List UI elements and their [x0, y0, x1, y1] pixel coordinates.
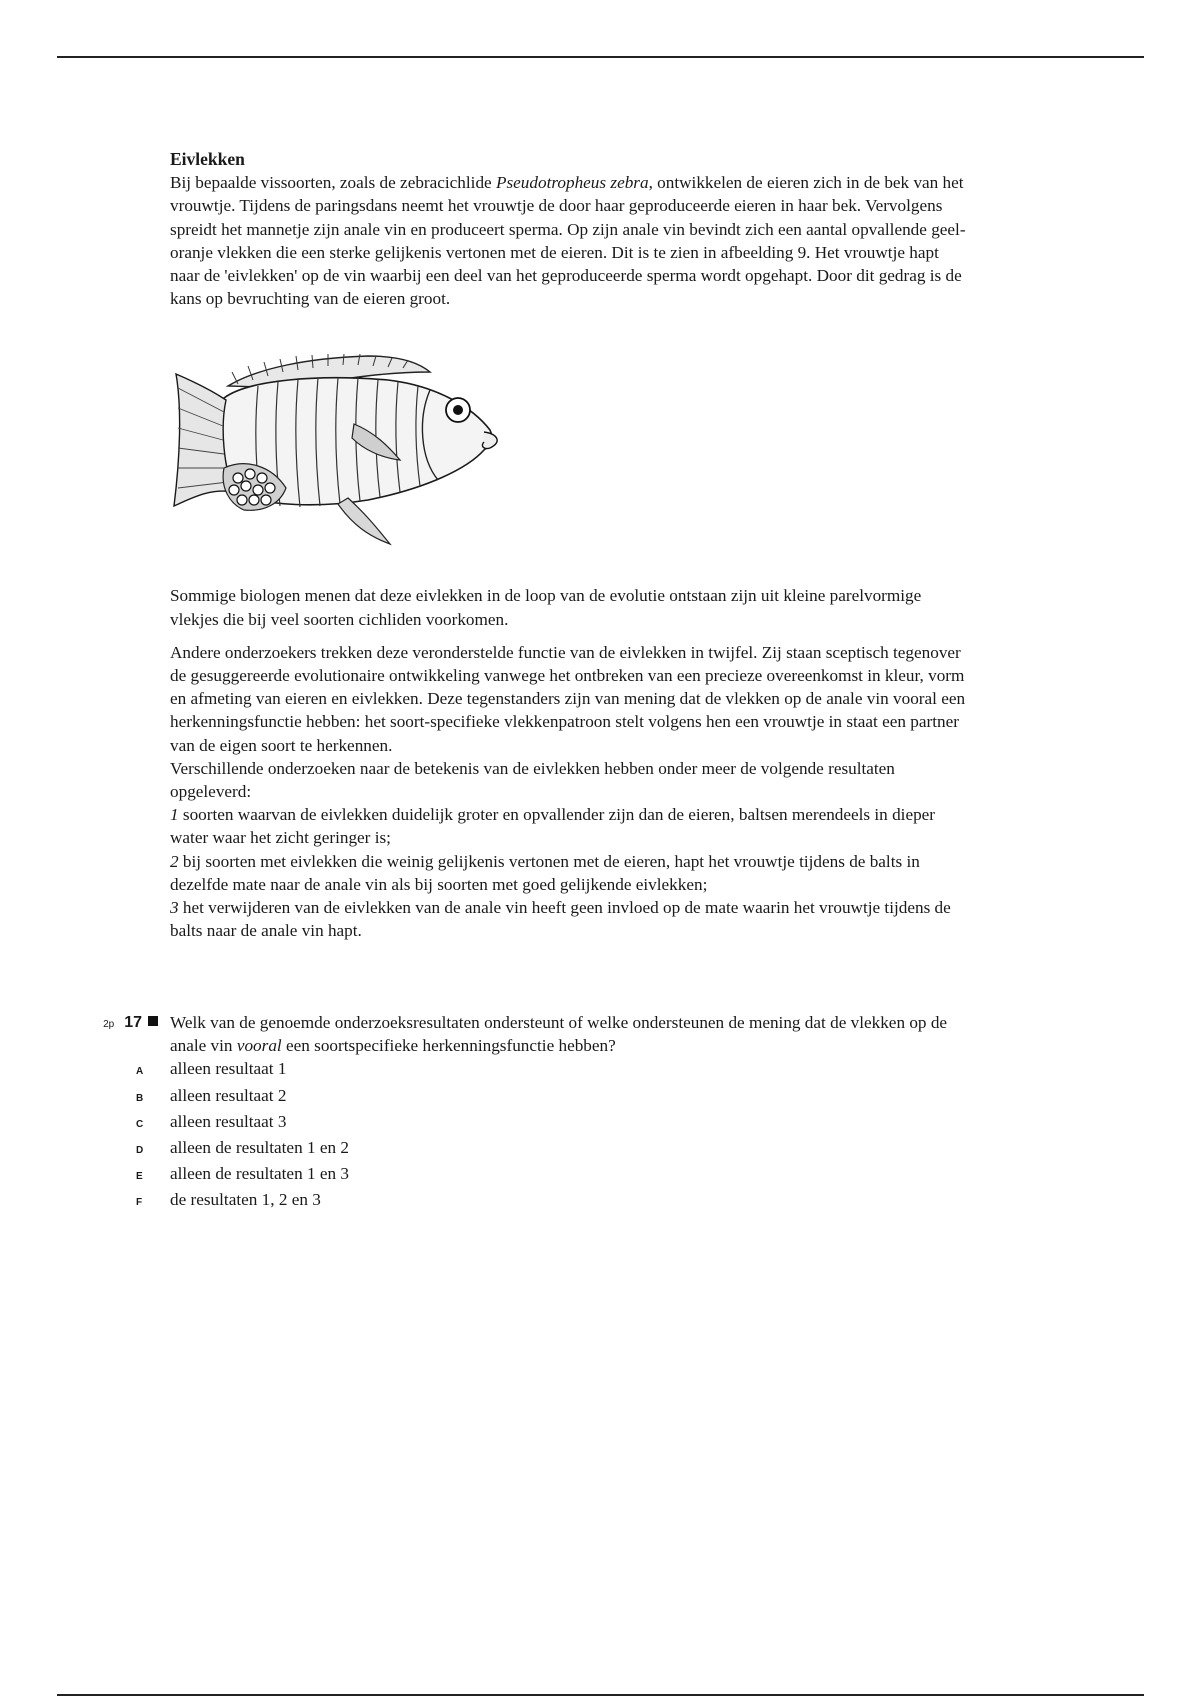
species-name: Pseudotropheus zebra	[495, 173, 649, 193]
result-1-number: 1	[170, 805, 179, 825]
option-f-letter: F	[136, 1197, 143, 1209]
footer-rule	[57, 1694, 1144, 1696]
option-f[interactable]	[78, 1188, 978, 1214]
result-2-number: 2	[170, 851, 179, 871]
result-1	[170, 803, 970, 849]
result-3	[170, 896, 970, 942]
text-content	[170, 148, 970, 942]
result-1-text: soorten waarvan de eivlekken duidelijk groter en opvallender zijn dan de eieren, baltsen merendeels in dieper water waar het zicht geringer is;	[170, 805, 936, 848]
option-c[interactable]	[78, 1110, 978, 1136]
option-d-text: alleen de resultaten 1 en 2	[170, 1138, 349, 1158]
result-2-text: bij soorten met eivlekken die weinig gelijkenis vertonen met de eieren, hapt het vrouwtje tijdens de balts in dezelfde mate naar de anale vin als bij soorten met goed gelijkende eivlekken;	[170, 851, 920, 894]
intro-text-2: , ontwikkelen de eieren zich in de bek van het vrouwtje. Tijdens de paringsdans neemt het vrouwtje de door haar geproduceerde eieren in haar bek. Vervolgens spreidt het mannetje zijn anale vin en produceert sperma. Op zijn anale vin bevindt zich een aantal opvallende geel-oranje vlekken die een sterke gelijkenis vertonen met de eieren. Dit is te zien in afbeelding 9. Het vrouwtje hapt naar de 'eivlekken' op de vin waarbij een deel van het geproduceerde sperma wordt opgehapt. Door dit gedrag is de kans op bevruchting van de eieren groot.	[170, 173, 966, 309]
option-f-text: de resultaten 1, 2 en 3	[170, 1190, 321, 1210]
paragraph-evolution: Sommige biologen menen dat deze eivlekken in de loop van de evolutie ontstaan zijn uit kleine parelvormige vlekjes die bij veel soorten cichliden voorkomen.	[170, 586, 922, 629]
header-rule	[57, 56, 1144, 58]
option-a-text: alleen resultaat 1	[170, 1059, 287, 1079]
question-row	[78, 1011, 978, 1057]
question-17	[78, 1011, 978, 1215]
question-points: 2p	[103, 1019, 115, 1030]
option-b[interactable]	[78, 1084, 978, 1110]
question-number: 17	[124, 1014, 142, 1031]
cichlid-fish-drawing	[168, 328, 528, 558]
question-square-icon	[148, 1016, 158, 1026]
option-e[interactable]	[78, 1162, 978, 1188]
question-text	[170, 1011, 960, 1057]
fish-illustration	[168, 328, 528, 558]
question-meta	[78, 1011, 170, 1036]
question-emphasis: vooral	[236, 1036, 282, 1056]
paragraph-research: Verschillende onderzoeken naar de betekenis van de eivlekken hebben onder meer de volgende resultaten opgeleverd:	[170, 758, 895, 802]
result-2	[170, 850, 970, 896]
question-text-2: een soortspecifieke herkenningsfunctie hebben?	[281, 1036, 616, 1056]
option-d-letter: D	[136, 1145, 144, 1157]
option-e-letter: E	[136, 1171, 143, 1183]
option-c-text: alleen resultaat 3	[170, 1111, 287, 1131]
option-a-letter: A	[136, 1066, 144, 1078]
option-e-text: alleen de resultaten 1 en 3	[170, 1164, 349, 1184]
section-title: Eivlekken	[170, 149, 245, 169]
option-c-letter: C	[136, 1118, 144, 1130]
result-3-number: 3	[170, 898, 179, 918]
option-d[interactable]	[78, 1136, 978, 1162]
intro-text-1: Bij bepaalde vissoorten, zoals de zebracichlide	[170, 173, 496, 193]
option-b-text: alleen resultaat 2	[170, 1085, 287, 1105]
paragraph-gap	[170, 631, 970, 641]
question-text-1: Welk van de genoemde onderzoeksresultaten ondersteunt of welke ondersteunen de mening dat de vlekken op de anale vin	[170, 1013, 948, 1056]
paragraph-critics: Andere onderzoekers trekken deze veronderstelde functie van de eivlekken in twijfel. Zij staan sceptisch tegenover de gesuggereerde evolutionaire ontwikkeling vanwege het ontbreken van een precieze overeenkomst in kleur, vorm en afmeting van eieren en eivlekken. Deze tegenstanders zijn van mening dat de vlekken op de anale vin vooral een herkenningsfunctie hebben: het soort-specifieke vlekkenpatroon stelt volgens hen een vrouwtje in staat een partner van de eigen soort te herkennen.	[170, 642, 966, 755]
option-b-letter: B	[136, 1092, 144, 1104]
option-a[interactable]	[78, 1057, 978, 1083]
result-3-text: het verwijderen van de eivlekken van de anale vin heeft geen invloed op de mate waarin het vrouwtje tijdens de balts naar de anale vin hapt.	[170, 898, 951, 941]
intro-paragraph	[170, 171, 970, 310]
